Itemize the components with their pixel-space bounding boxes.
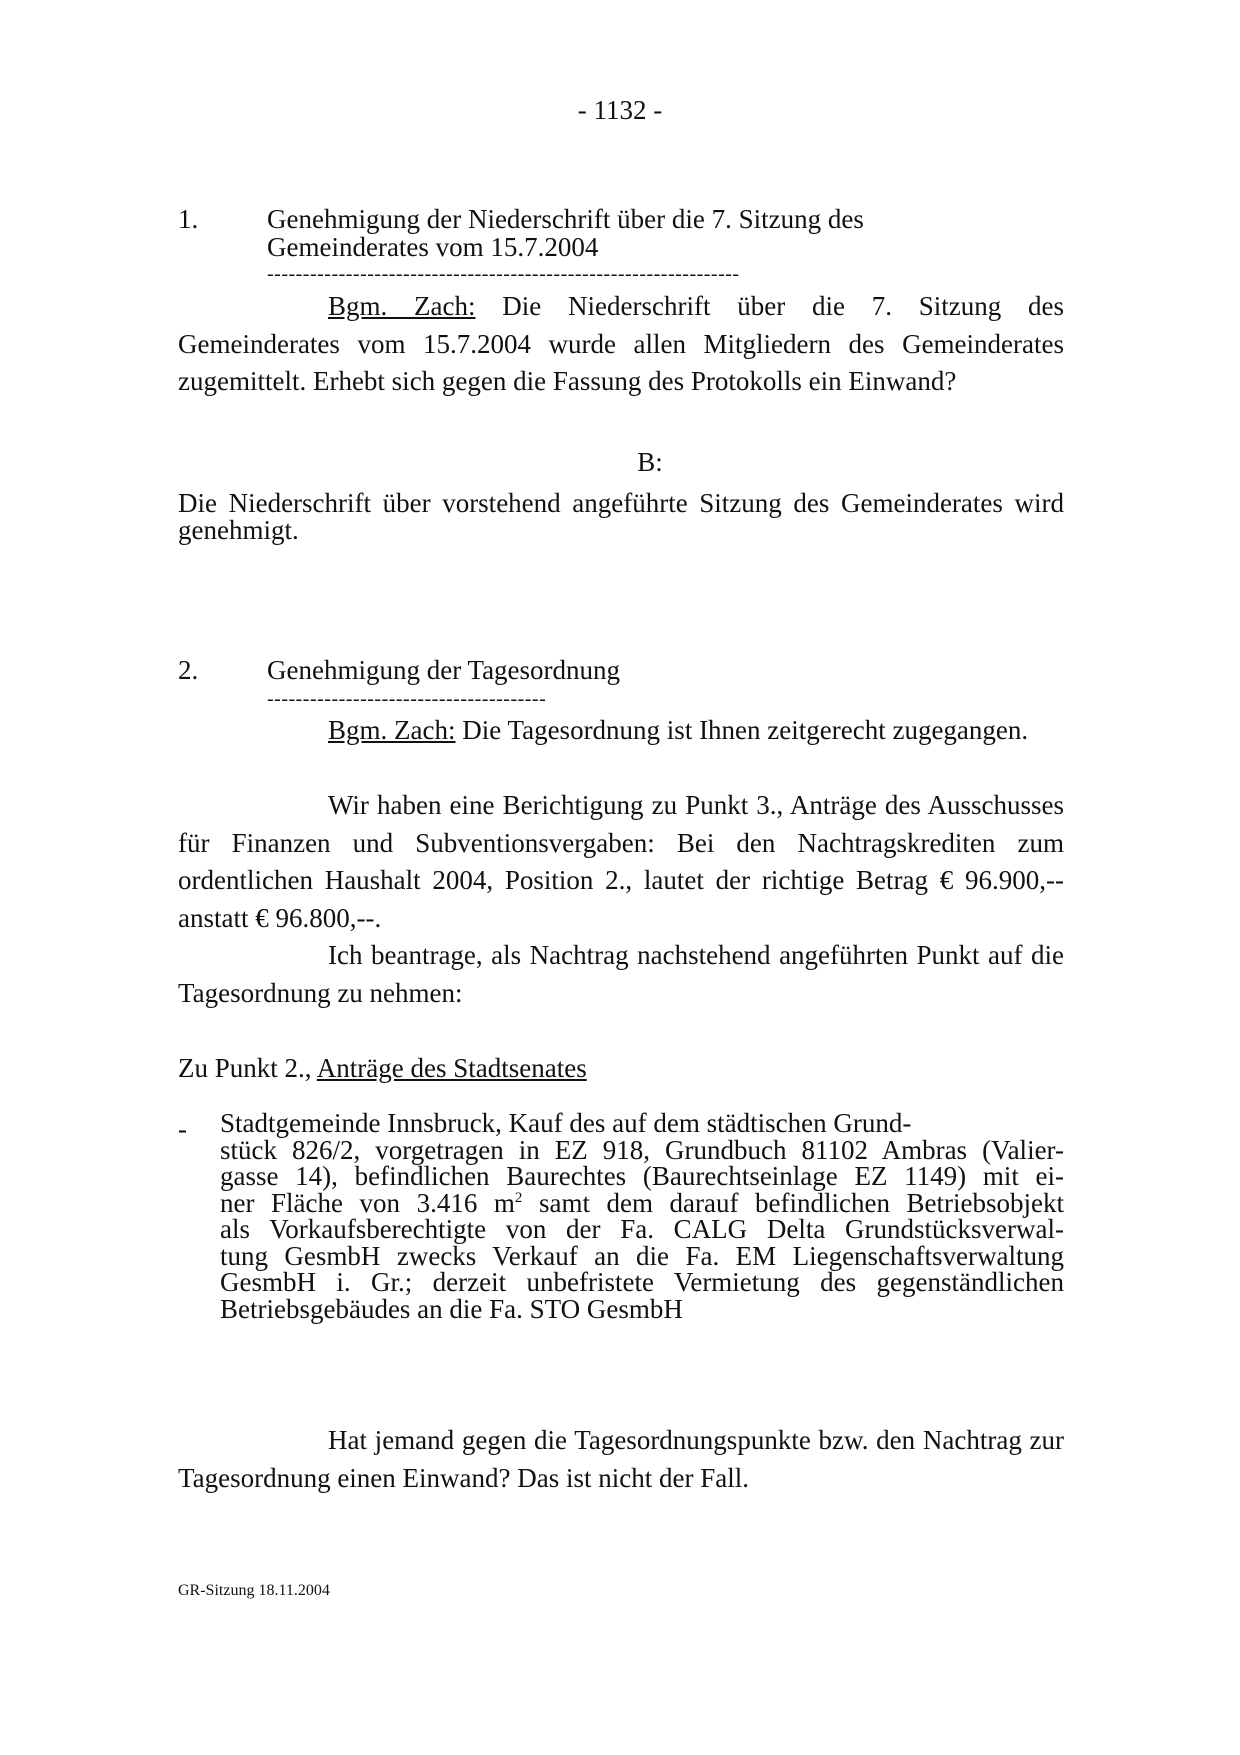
section-2-title: Genehmigung der Tagesordnung [267,655,621,685]
bullet-line: tung GesmbH zwecks Verkauf an die Fa. EM Liegenschaftsverwaltung [220,1240,1064,1271]
resolution-text: Die Niederschrift über vorstehend angeführte Sitzung des Gemeinderates wird genehmigt. [178,488,1064,545]
bullet-line: gasse 14), befindlichen Baurechtes (Baurechtseinlage EZ 1149) mit ei- [220,1161,1064,1191]
resolution-label: B: [637,447,663,477]
section-1-paragraph [178,288,1064,401]
area-superscript: 2 [514,1189,523,1206]
section-1-text: Die Niederschrift über die 7. Sitzung des Gemeinderates vom 15.7.2004 wurde allen Mitgliedern des Gemeinderates zugemittelt. Erhebt sich gegen die Fassung des Protokolls ein Einwand? [178,291,1064,396]
bullet-line: stück 826/2, vorgetragen in EZ 918, Grundbuch 81102 Ambras (Valier- [220,1134,1064,1165]
section-2-paragraph-1 [178,712,1064,750]
closing-paragraph [178,1422,1064,1497]
point-prefix: Zu Punkt 2., [178,1053,317,1083]
point-reference [178,1050,1064,1088]
section-1-number: 1. [178,204,199,234]
bullet-mark: - [178,1114,187,1144]
bullet-line: GesmbH i. Gr.; derzeit unbefristete Vermietung des gegenständlichen [220,1267,1064,1297]
closing-text: Hat jemand gegen die Tagesordnungspunkte bzw. den Nachtrag zur Tagesordnung einen Einwand? Das ist nicht der Fall. [178,1425,1064,1493]
bullet-line: als Vorkaufsberechtigte von der Fa. CALG Delta Grundstücksverwal- [220,1214,1064,1244]
section-1-separator: ------------------------------------------------------------------ [267,263,740,285]
section-2-text-2: Wir haben eine Berichtigung zu Punkt 3., Anträge des Ausschusses für Finanzen und Subventionsvergaben: Bei den Nachtragskrediten zum ordentlichen Haushalt 2004, Position 2., lautet der richtige Betrag € 96.900,-- anstatt € 96.800,--. [178,790,1064,933]
bullet-line: samt dem darauf befindlichen Betriebsobjekt [538,1187,1065,1218]
speaker-label: Bgm. Zach: [328,291,476,321]
point-title: Anträge des Stadtsenates [316,1053,587,1083]
bullet-line: ner Fläche von 3.416 m [220,1187,515,1218]
section-2-paragraph-3 [178,937,1064,1012]
bullet-line: Stadtgemeinde Innsbruck, Kauf des auf dem städtischen Grund- [220,1108,912,1138]
bullet-line: Betriebsgebäudes an die Fa. STO GesmbH [220,1293,683,1324]
bullet-item [220,1110,1064,1322]
section-1-title-line-2: Gemeinderates vom 15.7.2004 [267,232,599,262]
section-1-title-line-1: Genehmigung der Niederschrift über die 7. Sitzung des [267,204,864,234]
bullet-line-area [220,1187,1065,1218]
section-2-separator: --------------------------------------- [267,688,547,710]
section-2-text-1: Die Tagesordnung ist Ihnen zeitgerecht zugegangen. [455,715,1029,745]
page-number: - 1132 - [577,95,663,125]
section-2-paragraph-2 [178,787,1064,937]
speaker-label: Bgm. Zach: [328,715,456,745]
section-2-text-3: Ich beantrage, als Nachtrag nachstehend angeführten Punkt auf die Tagesordnung zu nehmen: [178,940,1064,1008]
footer: GR-Sitzung 18.11.2004 [178,1582,330,1599]
section-2-number: 2. [178,655,199,685]
